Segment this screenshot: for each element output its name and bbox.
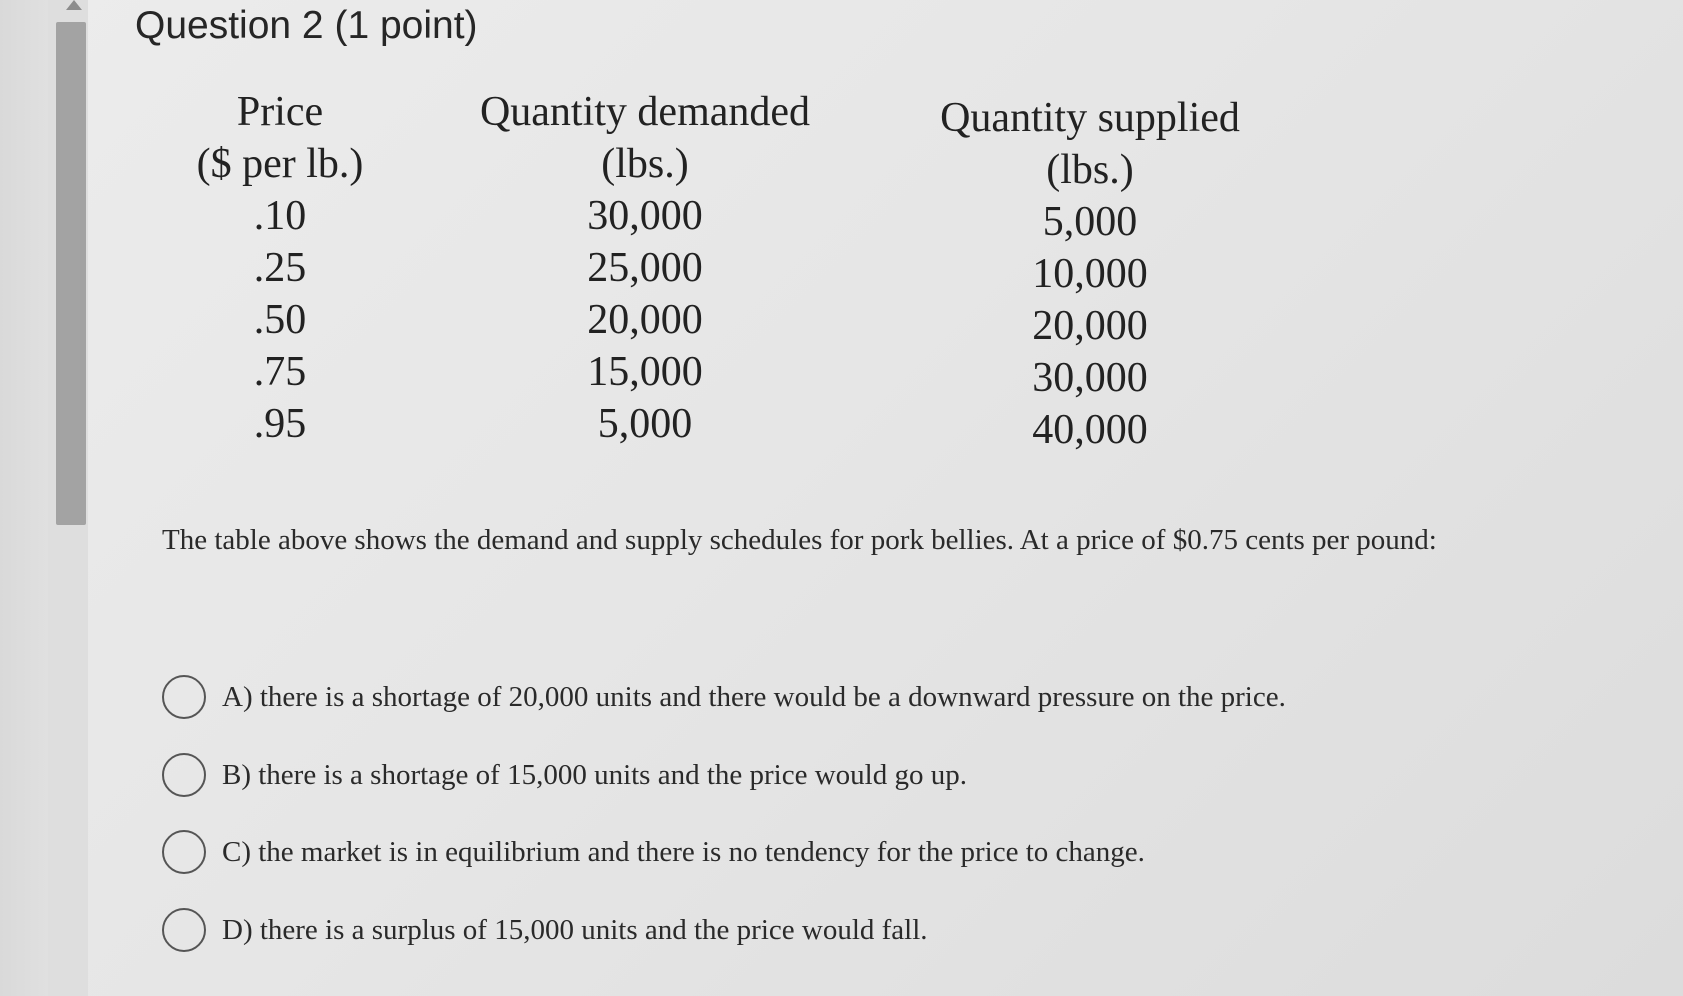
supply-cell: 40,000 (1032, 407, 1148, 453)
option-c-label[interactable]: C) the market is in equilibrium and there is no tendency for the price to change. (222, 835, 1145, 868)
question-prompt: The table above shows the demand and supply schedules for pork bellies. At a price of $0.75 cents per pound: (162, 524, 1437, 556)
demand-cell: 15,000 (587, 349, 703, 395)
price-cell: .50 (253, 297, 307, 343)
question-points: (1 point) (334, 4, 478, 47)
price-cell: .25 (253, 245, 307, 291)
option-a-label[interactable]: A) there is a shortage of 20,000 units and there would be a downward pressure on the price. (222, 680, 1286, 713)
supply-header-line1: Quantity supplied (940, 95, 1240, 141)
option-c[interactable] (162, 827, 1145, 877)
question-title (135, 4, 478, 48)
price-cell: .10 (253, 193, 307, 239)
scroll-up-arrow-icon[interactable] (66, 0, 82, 10)
quantity-supplied-column (900, 92, 1280, 456)
demand-cell: 30,000 (587, 193, 703, 239)
quantity-demanded-column (460, 86, 830, 450)
question-number: Question 2 (135, 4, 324, 47)
price-cell: .95 (253, 401, 307, 447)
radio-circle-icon[interactable] (162, 830, 206, 874)
demand-cell: 5,000 (597, 401, 693, 447)
price-header-line1: Price (236, 89, 324, 135)
supply-cell: 30,000 (1032, 355, 1148, 401)
demand-cell: 25,000 (587, 245, 703, 291)
option-b-label[interactable]: B) there is a shortage of 15,000 units and the price would go up. (222, 758, 967, 791)
price-column (180, 86, 380, 450)
demand-header-line1: Quantity demanded (479, 89, 811, 135)
option-a[interactable] (162, 672, 1286, 722)
price-cell: .75 (253, 349, 307, 395)
option-b[interactable] (162, 750, 967, 800)
left-gutter (0, 0, 48, 996)
scrollbar-thumb[interactable] (56, 22, 86, 525)
option-d[interactable] (162, 905, 928, 955)
supply-cell: 5,000 (1042, 199, 1138, 245)
demand-header-line2: (lbs.) (601, 141, 689, 187)
radio-circle-icon[interactable] (162, 908, 206, 952)
radio-circle-icon[interactable] (162, 675, 206, 719)
supply-header-line2: (lbs.) (1046, 147, 1134, 193)
demand-cell: 20,000 (587, 297, 703, 343)
supply-cell: 10,000 (1032, 251, 1148, 297)
option-d-label[interactable]: D) there is a surplus of 15,000 units and the price would fall. (222, 913, 928, 946)
price-header-line2: ($ per lb.) (196, 141, 364, 187)
radio-circle-icon[interactable] (162, 753, 206, 797)
supply-cell: 20,000 (1032, 303, 1148, 349)
